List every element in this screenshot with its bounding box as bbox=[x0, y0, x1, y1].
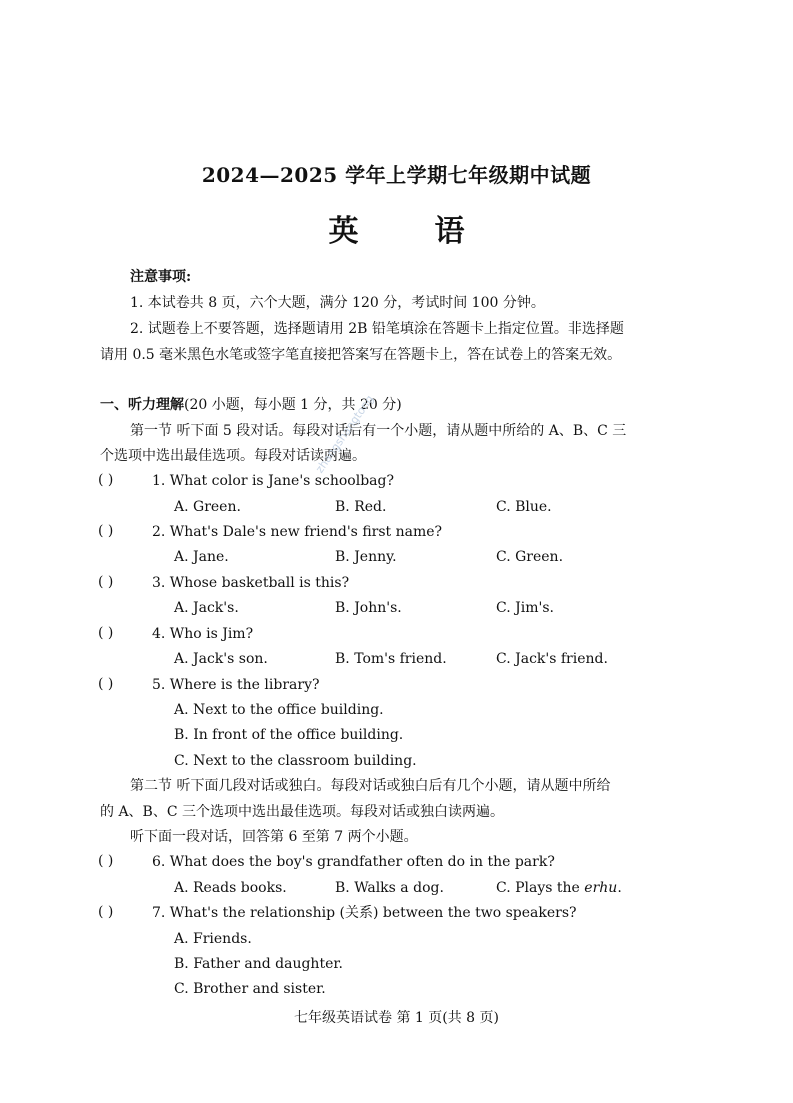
answer-blank-4[interactable]: ( ) bbox=[98, 625, 114, 641]
question-3-option-c: C. Jim's. bbox=[496, 600, 554, 616]
question-5-option-c: C. Next to the classroom building. bbox=[174, 753, 417, 769]
answer-blank-5[interactable]: ( ) bbox=[98, 676, 114, 692]
answer-blank-7[interactable]: ( ) bbox=[98, 904, 114, 920]
question-6-option-c-end: . bbox=[617, 880, 622, 896]
question-2-stem: 2. What's Dale's new friend's first name? bbox=[152, 524, 443, 540]
question-6-option-c bbox=[496, 879, 622, 897]
instruction-q6-q7: 听下面一段对话，回答第 6 至第 7 两个小题。 bbox=[130, 829, 418, 845]
question-1-option-b: B. Red. bbox=[335, 499, 387, 515]
question-5-option-a: A. Next to the office building. bbox=[174, 702, 384, 718]
question-6-option-c-italic: erhu bbox=[584, 880, 618, 896]
notes-heading: 注意事项: bbox=[130, 269, 192, 285]
answer-blank-2[interactable]: ( ) bbox=[98, 523, 114, 539]
answer-blank-1[interactable]: ( ) bbox=[98, 472, 114, 488]
part1-heading: 一、听力理解 bbox=[100, 397, 184, 413]
answer-blank-6[interactable]: ( ) bbox=[98, 853, 114, 869]
question-7-stem: 7. What's the relationship (关系) between the two speakers? bbox=[152, 905, 577, 921]
question-6-option-b: B. Walks a dog. bbox=[335, 880, 444, 896]
subject-title bbox=[0, 206, 793, 250]
subject-char-2: 语 bbox=[434, 214, 465, 249]
question-2-option-c: C. Green. bbox=[496, 549, 564, 565]
question-3-stem: 3. Whose basketball is this? bbox=[152, 575, 350, 591]
question-5-option-b: B. In front of the office building. bbox=[174, 727, 404, 743]
question-3-option-b: B. John's. bbox=[335, 600, 402, 616]
watermark: zhangshangtong bbox=[313, 392, 377, 476]
question-7-option-c: C. Brother and sister. bbox=[174, 981, 326, 997]
question-1-stem: 1. What color is Jane's schoolbag? bbox=[152, 473, 394, 489]
question-6-option-a: A. Reads books. bbox=[174, 880, 287, 896]
notes-item-1: 1. 本试卷共 8 页，六个大题，满分 120 分，考试时间 100 分钟。 bbox=[130, 295, 545, 311]
section1-instruction-line-1: 第一节 听下面 5 段对话。每段对话后有一个小题，请从题中所给的 A、B、C 三 bbox=[130, 423, 627, 439]
question-4-stem: 4. Who is Jim? bbox=[152, 626, 254, 642]
exam-title: 2024—2025 学年上学期七年级期中试题 bbox=[201, 163, 592, 187]
question-2-option-a: A. Jane. bbox=[174, 549, 229, 565]
subject-char-1: 英 bbox=[328, 214, 359, 249]
notes-item-2-line-2: 请用 0.5 毫米黑色水笔或签字笔直接把答案写在答题卡上，答在试卷上的答案无效。 bbox=[100, 347, 622, 363]
question-6-stem: 6. What does the boy's grandfather often do in the park? bbox=[152, 854, 555, 870]
question-2-option-b: B. Jenny. bbox=[335, 549, 397, 565]
question-7-option-a: A. Friends. bbox=[174, 931, 252, 947]
question-7-option-b: B. Father and daughter. bbox=[174, 956, 343, 972]
question-5-stem: 5. Where is the library? bbox=[152, 677, 320, 693]
question-3-option-a: A. Jack's. bbox=[174, 600, 239, 616]
question-1-option-c: C. Blue. bbox=[496, 499, 552, 515]
answer-blank-3[interactable]: ( ) bbox=[98, 574, 114, 590]
question-4-option-b: B. Tom's friend. bbox=[335, 651, 447, 667]
section2-instruction-line-2: 的 A、B、C 三个选项中选出最佳选项。每段对话或独白读两遍。 bbox=[100, 804, 505, 820]
question-1-option-a: A. Green. bbox=[174, 499, 241, 515]
question-6-option-c-text: C. Plays the bbox=[496, 880, 580, 896]
section1-instruction-line-2: 个选项中选出最佳选项。每段对话读两遍。 bbox=[100, 448, 366, 464]
notes-item-2-line-1: 2. 试题卷上不要答题，选择题请用 2B 铅笔填涂在答题卡上指定位置。非选择题 bbox=[130, 321, 624, 337]
question-4-option-c: C. Jack's friend. bbox=[496, 651, 608, 667]
page-footer: 七年级英语试卷 第 1 页(共 8 页) bbox=[294, 1010, 499, 1026]
question-4-option-a: A. Jack's son. bbox=[174, 651, 268, 667]
section2-instruction-line-1: 第二节 听下面几段对话或独白。每段对话或独白后有几个小题，请从题中所给 bbox=[130, 778, 611, 794]
part1-heading-note: (20 小题，每小题 1 分，共 20 分) bbox=[184, 397, 402, 413]
